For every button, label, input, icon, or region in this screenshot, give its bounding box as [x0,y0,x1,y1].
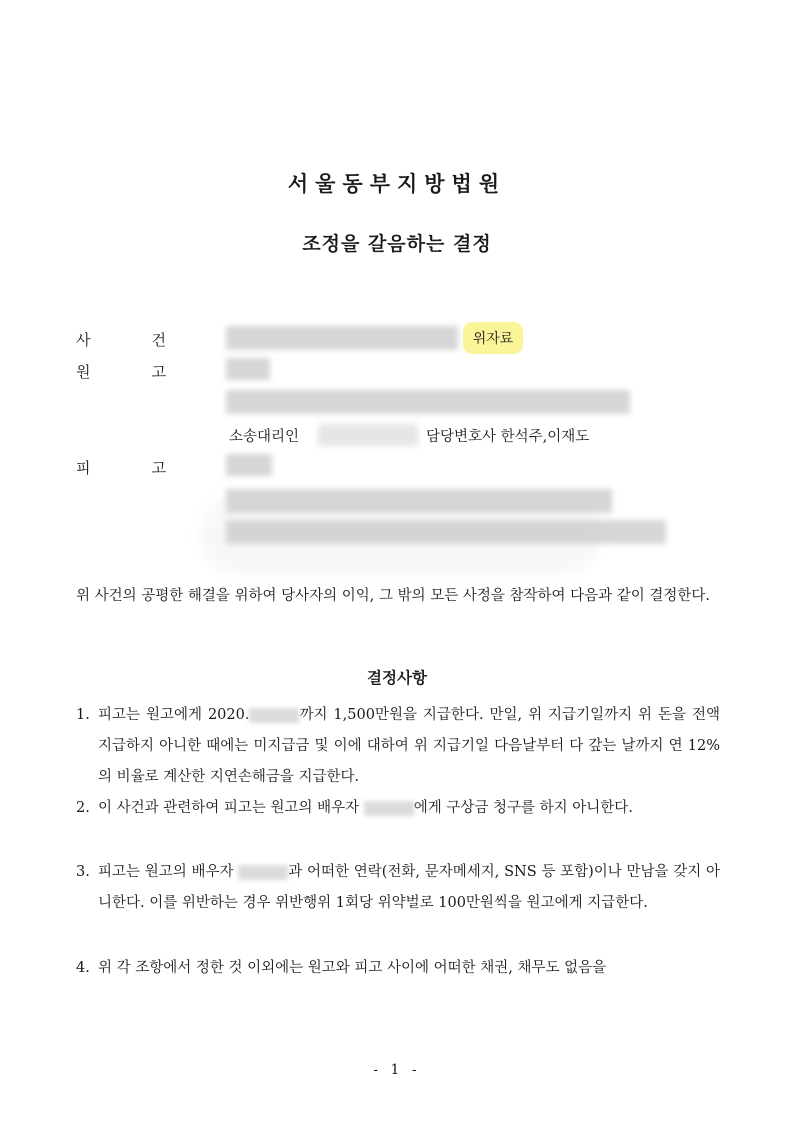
redacted-defendant-address-1 [226,489,612,513]
item-text: 위 각 조항에서 정한 것 이외에는 원고와 피고 사이에 어떠한 채권, 채무도 없음을 [98,960,607,976]
redacted-spouse-name [238,865,288,880]
decision-item [76,793,720,824]
item-number: 2. [76,800,90,816]
item-number: 4. [76,960,90,976]
redacted-date [249,708,299,723]
redacted-law-firm [318,424,418,446]
decision-item [76,857,720,919]
document-title: 조정을 갈음하는 결정 [302,233,492,255]
item-text: 피고는 원고에게 2020. 까지 1,500만원을 지급한다. 만일, 위 지급기일까지 위 돈을 전액 지급하지 아니한 때에는 미지급금 및 이에 대하여 위 지급기일 다음날부터 다 갚는 날까지 연 12%의 비율로 계산한 지연손해금을 지급한다. [98,707,720,785]
item-number: 3. [76,864,90,880]
court-name: 서울동부지방법원 [287,172,507,196]
item-number: 1. [76,707,90,723]
plaintiff-agent-lawyers: 담당변호사 한석주,이재도 [426,429,590,445]
redacted-defendant-name [226,454,272,476]
decision-item [76,953,720,984]
item-text: 이 사건과 관련하여 피고는 원고의 배우자 에게 구상금 청구를 하지 아니한다. [98,800,633,816]
redacted-plaintiff-address [226,390,630,414]
redacted-defendant-address-2 [226,520,666,544]
redacted-plaintiff-name [226,358,270,380]
defendant-label: 피 고 [76,459,166,477]
redacted-case-number [226,326,458,350]
page-number: - 1 - [373,1062,421,1078]
decision-item [76,700,720,793]
item-text: 피고는 원고의 배우자 과 어떠한 연락(전화, 문자메세지, SNS 등 포함)이나 만남을 갖지 아니한다. 이를 위반하는 경우 위반행위 1회당 위약벌로 100만원씩을 원고에게 지급한다. [98,864,721,911]
redacted-spouse-name [364,801,414,816]
case-label: 사 건 [76,331,166,349]
plaintiff-agent-label: 소송대리인 [229,429,300,445]
case-name-highlight: 위자료 [463,322,523,354]
plaintiff-label: 원 고 [76,363,166,381]
preamble: 위 사건의 공평한 해결을 위하여 당사자의 이익, 그 밖의 모든 사정을 참작하여 다음과 같이 결정한다. [76,588,711,604]
decision-title: 결정사항 [367,669,427,687]
